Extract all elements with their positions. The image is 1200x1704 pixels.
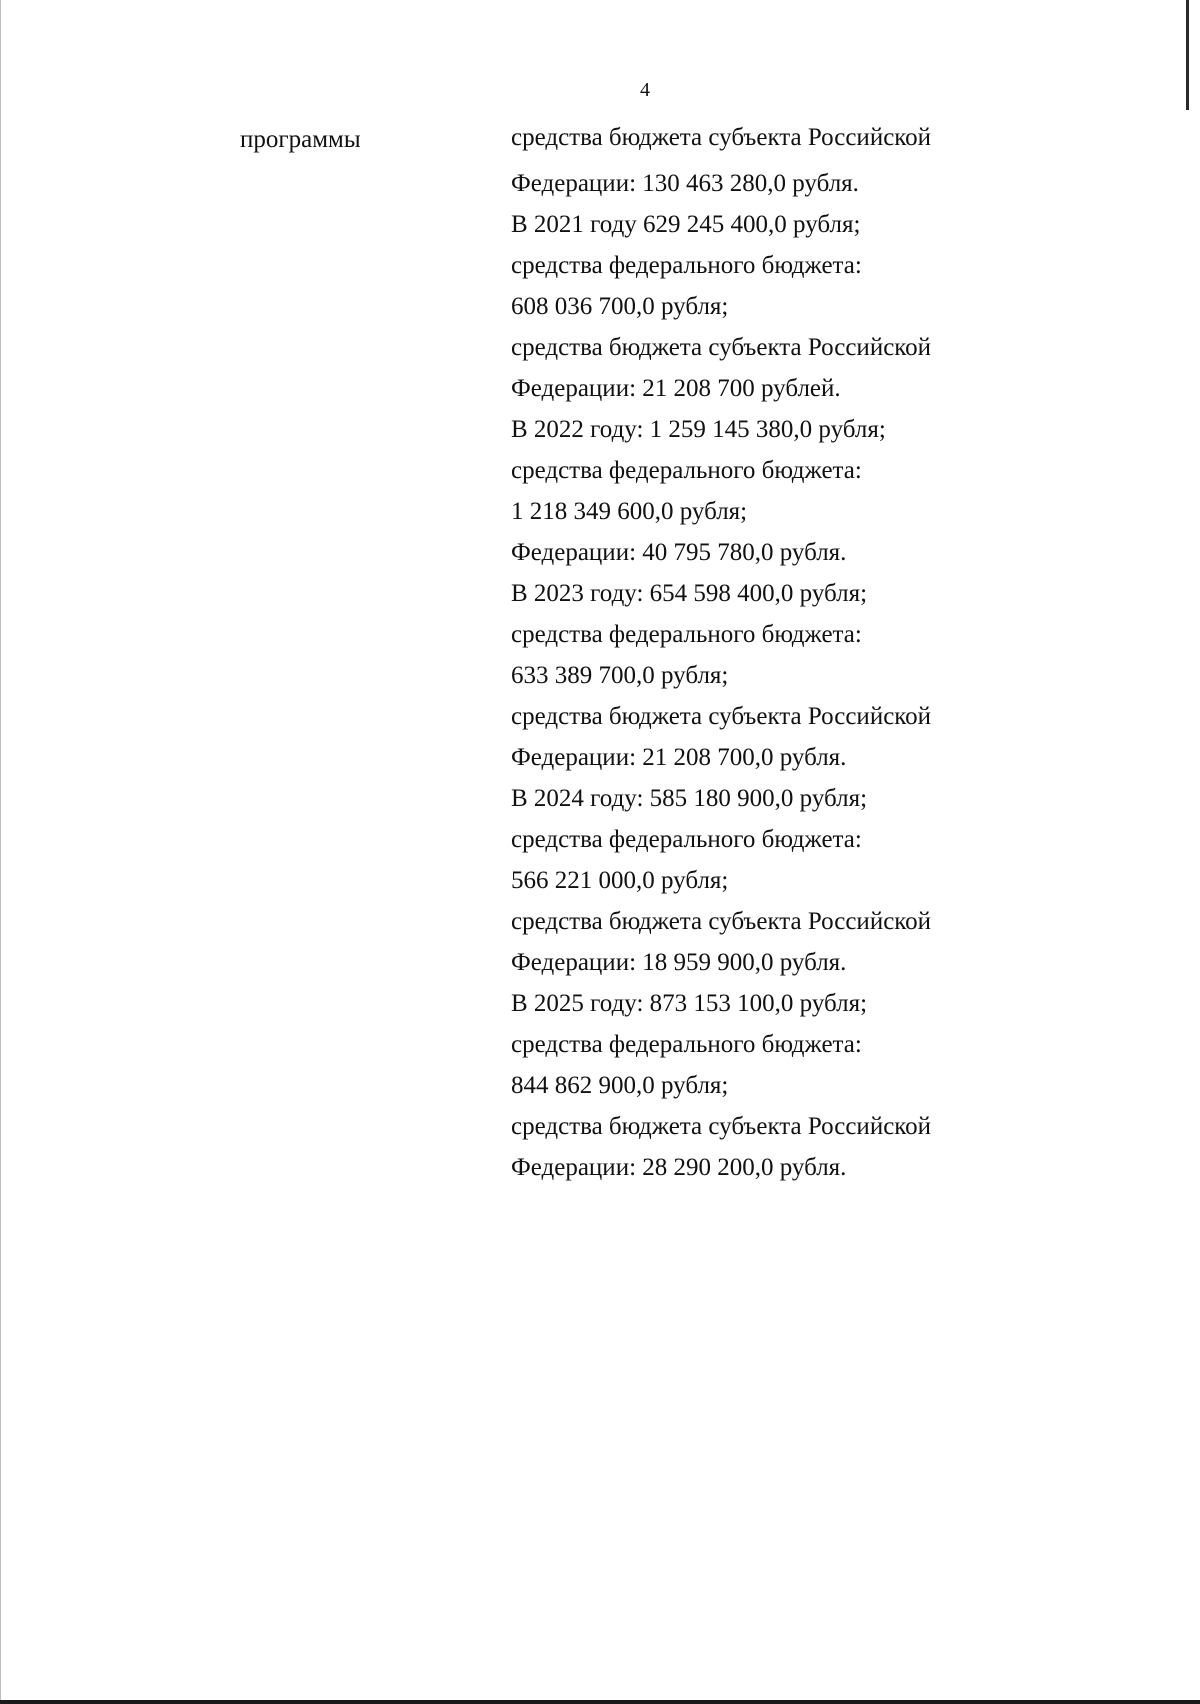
text-line: средства бюджета субъекта Российской: [511, 703, 932, 730]
text-line: средства бюджета субъекта Российской: [511, 124, 932, 151]
left-column-label: программы: [240, 126, 361, 153]
text-line: В 2022 году: 1 259 145 380,0 рубля;: [511, 416, 886, 443]
text-line: Федерации: 130 463 280,0 рубля.: [511, 170, 859, 197]
text-line: Федерации: 21 208 700 рублей.: [511, 375, 841, 402]
text-line: В 2025 году: 873 153 100,0 рубля;: [511, 990, 868, 1017]
text-line: средства федерального бюджета:: [511, 1031, 862, 1058]
text-line: 608 036 700,0 рубля;: [511, 293, 729, 320]
page-number: 4: [640, 79, 650, 101]
text-line: 1 218 349 600,0 рубля;: [511, 498, 748, 525]
text-line: 566 221 000,0 рубля;: [511, 867, 729, 894]
text-line: Федерации: 28 290 200,0 рубля.: [511, 1154, 847, 1181]
text-line: средства бюджета субъекта Российской: [511, 908, 932, 935]
text-line: Федерации: 40 795 780,0 рубля.: [511, 539, 847, 566]
text-line: средства федерального бюджета:: [511, 252, 862, 279]
text-line: средства федерального бюджета:: [511, 826, 862, 853]
scan-edge-left: [0, 0, 1, 1704]
text-line: В 2024 году: 585 180 900,0 рубля;: [511, 785, 868, 812]
text-line: В 2021 году 629 245 400,0 рубля;: [511, 211, 861, 238]
text-line: средства федерального бюджета:: [511, 457, 862, 484]
text-line: Федерации: 21 208 700,0 рубля.: [511, 744, 847, 771]
text-line: средства бюджета субъекта Российской: [511, 334, 932, 361]
text-line: Федерации: 18 959 900,0 рубля.: [511, 949, 847, 976]
text-line: 633 389 700,0 рубля;: [511, 662, 729, 689]
funding-text-block: [511, 122, 1171, 1188]
text-line: 844 862 900,0 рубля;: [511, 1072, 729, 1099]
text-line: средства бюджета субъекта Российской: [511, 1113, 932, 1140]
text-line: В 2023 году: 654 598 400,0 рубля;: [511, 580, 868, 607]
text-line: средства федерального бюджета:: [511, 621, 862, 648]
scan-edge-bottom: [0, 1700, 1200, 1704]
